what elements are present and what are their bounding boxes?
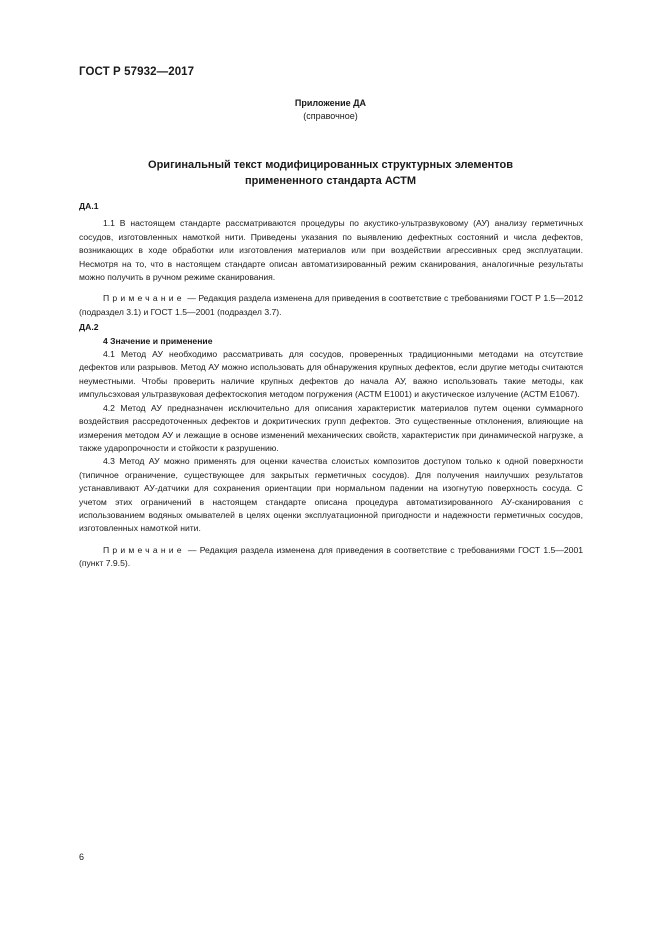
note-2-label: Примечание	[103, 544, 185, 555]
page-title-line-1: Оригинальный текст модифицированных структурных элементов	[148, 159, 513, 171]
page-title	[79, 157, 582, 189]
section-heading-da1: ДА.1	[79, 201, 99, 211]
note-1	[79, 292, 583, 319]
page-title-line-2: примененного стандарта АСТМ	[244, 175, 417, 187]
document-body	[79, 200, 583, 571]
paragraph-4-3: 4.3 Метод АУ можно применять для оценки качества слоистых композитов доступом только к одной поверхности (типичное ограничение, существующее для закрытых герметичных сосудов). Для получения наилучших результатов устанавливают АУ-датчики для сохранения ориентации при нормальном падении на изогнутую поверхность сосуда. С учетом этих ограничений в настоящем стандарте описана процедура автоматизированного АУ-сканирования с использованием водяных омывателей в целях оценки эксплуатационной пригодности и надежности герметичных сосудов, изготовленных намоткой нити.	[79, 456, 583, 534]
paragraph-1-1: 1.1 В настоящем стандарте рассматриваются процедуры по акустико-ультразвуковому (АУ) анализу герметичных сосудов, изготовленных намоткой нити. Приведены указания по выявлению дефектных состояний и числа дефектов, возникающих в ходе обработки или изготовления материалов или при воздействии агрессивных сред эксплуатации. Несмотря на то, что в настоящем стандарте описан автоматизированный режим сканирования, аналогичные результаты можно получить в ручном режиме сканирования.	[79, 218, 583, 283]
appendix-title: Приложение ДА	[294, 98, 367, 108]
note-2	[79, 544, 583, 571]
page-number: 6	[79, 852, 85, 862]
note-1-text: — Редакция раздела изменена для приведения в соответствие с требованиями ГОСТ Р 1.5—2012 (подраздел 3.1) и ГОСТ 1.5—2001 (подраздел 3.7).	[79, 293, 583, 317]
note-1-label: Примечание	[103, 293, 185, 304]
subsection-heading-4: 4 Значение и применение	[103, 335, 213, 346]
note-2-text: — Редакция раздела изменена для приведения в соответствие с требованиями ГОСТ 1.5—2001 (пункт 7.9.5).	[79, 544, 583, 569]
document-code: ГОСТ Р 57932—2017	[79, 66, 195, 78]
appendix-subtitle: (справочное)	[303, 111, 358, 121]
paragraph-4-1: 4.1 Метод АУ необходимо рассматривать для сосудов, проверенных традиционными методами на отсутствие дефектов или разрывов. Метод АУ можно использовать для обнаружения крупных дефектов, если другие методы считаются неуместными. Чтобы проверить наличие крупных дефектов до начала АУ, важно использовать такие методы, как импульсэховая ультразвуковая дефектоскопия методом погружения (АСТМ Е1001) и акустическое излучение (АСТМ Е1067).	[79, 349, 583, 400]
paragraph-4-2: 4.2 Метод АУ предназначен исключительно для описания характеристик материалов путем оценки суммарного воздействия рассредоточенных дефектов и докритических групп дефектов. Это существенные отклонения, влияющие на измерения методом АУ и лежащие в основе изменений механических свойств, характеристик при динамической нагрузке, а также ударопрочности и стойкости к разрушению.	[79, 402, 583, 453]
appendix-heading	[79, 97, 582, 123]
section-heading-da2: ДА.2	[79, 322, 99, 333]
